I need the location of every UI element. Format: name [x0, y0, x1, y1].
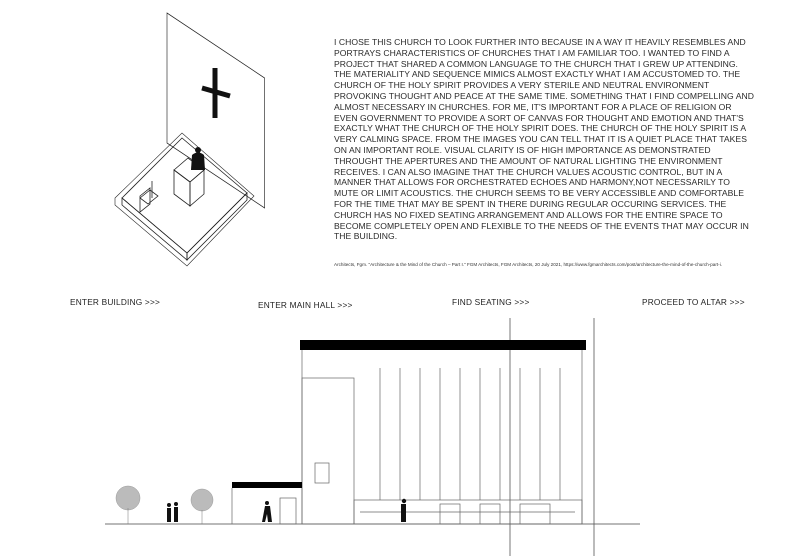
human-figure-icon: [191, 147, 205, 170]
sequence-proceed-to-altar: PROCEED TO ALTAR >>>: [642, 297, 745, 307]
tree-icon: [191, 489, 213, 524]
sequence-find-seating: FIND SEATING >>>: [452, 297, 530, 307]
roof-slab: [300, 340, 586, 350]
tree-icon: [116, 486, 140, 524]
elevation-drawing: [0, 318, 794, 556]
axonometric-drawing: [112, 8, 272, 268]
human-figure-icon: [167, 503, 171, 522]
essay-text: I CHOSE THIS CHURCH TO LOOK FURTHER INTO BECAUSE IN A WAY IT HEAVILY RESEMBLES AND PORTRAYS CHARACTERISTICS OF CHURCHES THAT I AM FAMILIAR TOO. I WANTED TO FIND A PROJECT THAT SHARED A COMMON LANGUAGE TO THE CHURCH THAT I GREW UP ATTENDING. THE MATERIALITY AND SEQUENCE MIMICS ALMOST EXACTLY WHAT I AM ACCUSTOMED TO. THE CHURCH OF THE HOLY SPIRIT PROVIDES A VERY STERILE AND NEUTRAL ENVIRONMENT PROVOKING THOUGHT AND PEACE AT THE SAME TIME. SOMETHING THAT I FIND COMPELLING AND ALMOST NECESSARY IN CHURCHES. FOR ME, IT'S IMPORTANT FOR A PLACE OF RELIGION OR EVEN GOVERNMENT TO PROVIDE A SORT OF CANVAS FOR THOUGHT AND EMOTION AND THAT'S EXACTLY WHAT THE CHURCH OF THE HOLY SPIRIT DOES. THE CHURCH OF THE HOLY SPIRIT IS A VERY CALMING SPACE. FROM THE IMAGES YOU CAN TELL THAT IT IS A QUIET PLACE THAT TAKES ON AN IMPORTANT ROLE. VISUAL CLARITY IS OF HIGH IMPORTANCE AS DEMONSTRATED THROUGHT THE APERTURES AND THE AMOUNT OF NATURAL LIGHTING THE ENVIRONMENT RECEIVES. I CAN ALSO IMAGINE THAT THE CHURCH VALUES ACOUSTIC CONTROL, BUT IN A MANNER THAT ALLOWS FOR ORCHESTRATED ECHOES AND HARMONY,NOT NECESSARILY TO MUTE OR LIMIT ACOUSTICS. THE CHURCH SEEMS TO BE VERY ACCESSIBLE AND COMFORTABLE FOR THE TIME THAT MAY BE SPENT IN THERE DURING REGULAR OCCURING SERVICES. THE CHURCH HAS NO FIXED SEATING ARRANGEMENT AND ALLOWS FOR THE ENTIRE SPACE TO BECOME COMPLETELY OPEN AND FLEXIBLE TO THE NEEDS OF THE EVENTS THAT MAY OCCUR IN THE BUILDING.: [334, 37, 755, 242]
platform-edge: [122, 198, 187, 260]
human-figure-icon: [262, 501, 272, 522]
tower: [302, 378, 354, 524]
chair-icon: [140, 181, 158, 212]
canopy: [232, 482, 302, 488]
sequence-enter-building: ENTER BUILDING >>>: [70, 297, 161, 307]
human-figure-icon: [401, 499, 406, 522]
citation-text: Architects, Fgm. "Architecture & the Mind of the Church – Part I." FGM Architects, FGM Architects, 20 July 2021, https://www.fgmarchitects.com/post/architecture-the-mind-of-the-church-part-i.: [334, 262, 722, 267]
cross-icon: [202, 68, 230, 118]
human-figure-icon: [174, 502, 178, 522]
sequence-enter-main-hall: ENTER MAIN HALL >>>: [258, 300, 353, 310]
